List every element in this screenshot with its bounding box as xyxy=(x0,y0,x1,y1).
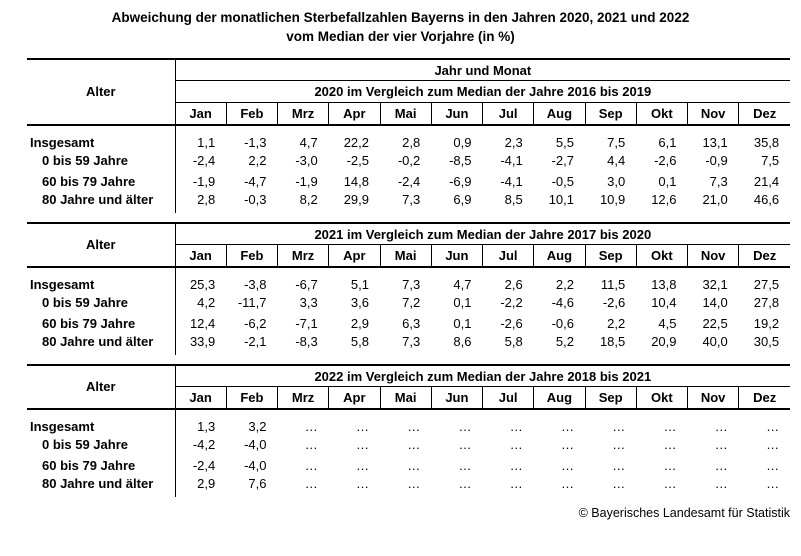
data-cell: -6,7 xyxy=(295,276,318,292)
data-cell: 10,1 xyxy=(548,192,574,208)
data-cell: 20,9 xyxy=(651,334,677,350)
data-cell: … xyxy=(612,418,626,434)
data-cell: 25,3 xyxy=(189,276,216,292)
data-cell: -4,2 xyxy=(192,436,216,452)
data-cell: 22,5 xyxy=(702,315,728,331)
month-header-mai: Mai xyxy=(380,387,431,409)
month-header-feb: Feb xyxy=(226,245,277,267)
data-cell: 7,3 xyxy=(709,173,728,189)
table-body-2021 xyxy=(27,267,790,355)
data-cell: … xyxy=(663,457,677,473)
data-cell: … xyxy=(407,436,421,452)
data-cell: 46,6 xyxy=(753,192,780,208)
data-cell: … xyxy=(458,476,472,492)
data-cell: … xyxy=(509,476,523,492)
data-cell: 6,3 xyxy=(402,315,421,331)
data-cell: 18,5 xyxy=(599,334,626,350)
data-cell: … xyxy=(356,476,369,492)
data-cell: 29,9 xyxy=(343,192,369,208)
data-cell: -4,1 xyxy=(500,173,523,189)
data-cell: 3,0 xyxy=(607,173,626,189)
data-cell: 13,1 xyxy=(702,134,728,150)
data-cell: -0,9 xyxy=(705,152,728,168)
data-cell: -8,3 xyxy=(295,334,318,350)
data-cell: -2,5 xyxy=(346,152,369,168)
data-cell: -1,3 xyxy=(244,134,267,150)
data-cell: 10,9 xyxy=(599,192,626,208)
data-cell: 13,8 xyxy=(651,276,677,292)
month-header-sep: Sep xyxy=(585,103,636,125)
month-header-dez: Dez xyxy=(739,245,790,267)
month-header-jul: Jul xyxy=(483,245,534,267)
data-cell: -0,2 xyxy=(397,152,421,168)
data-cell: … xyxy=(561,476,574,492)
alter-header: Alter xyxy=(27,365,175,409)
title-line-1: Abweichung der monatlichen Sterbefallzahlen Bayerns in den Jahren 2020, 2021 und 2022 xyxy=(111,10,690,25)
month-header-okt: Okt xyxy=(636,245,687,267)
data-cell: … xyxy=(304,418,318,434)
data-cell: … xyxy=(407,418,421,434)
month-header-mrz: Mrz xyxy=(278,387,329,409)
data-cell: … xyxy=(304,436,318,452)
data-cell: … xyxy=(458,436,472,452)
data-cell: 3,2 xyxy=(248,418,267,434)
data-cell: -4,1 xyxy=(500,152,523,168)
data-cell: … xyxy=(509,418,523,434)
month-header-aug: Aug xyxy=(534,387,585,409)
month-header-okt: Okt xyxy=(636,387,687,409)
row-label: 0 bis 59 Jahre xyxy=(27,292,175,313)
data-cell: 30,5 xyxy=(753,334,780,350)
data-cell: 8,6 xyxy=(453,334,472,350)
data-cell: -1,9 xyxy=(295,173,318,189)
data-cell: -6,2 xyxy=(244,315,267,331)
data-cell: 32,1 xyxy=(702,276,728,292)
data-cell: 7,6 xyxy=(248,476,267,492)
data-cell: … xyxy=(766,457,780,473)
data-cell: … xyxy=(714,476,728,492)
data-cell: 5,5 xyxy=(555,134,574,150)
data-cell: 21,4 xyxy=(753,173,780,189)
data-cell: -8,5 xyxy=(449,152,472,168)
month-header-mai: Mai xyxy=(380,103,431,125)
table-header-2021 xyxy=(27,223,790,267)
data-cell: -0,3 xyxy=(244,192,267,208)
month-header-apr: Apr xyxy=(329,245,380,267)
data-cell: … xyxy=(407,476,421,492)
table-row xyxy=(27,434,790,455)
data-cell: 27,5 xyxy=(753,276,780,292)
row-label: 80 Jahre und älter xyxy=(27,334,175,355)
data-cell: … xyxy=(561,418,574,434)
table-row xyxy=(27,125,790,150)
row-label: 60 bis 79 Jahre xyxy=(27,171,175,192)
month-header-jul: Jul xyxy=(483,387,534,409)
data-cell: 7,3 xyxy=(402,192,421,208)
data-cell: 2,2 xyxy=(248,152,267,168)
data-cell: … xyxy=(612,476,626,492)
month-header-sep: Sep xyxy=(585,387,636,409)
table-row xyxy=(27,476,790,497)
deviation-table-2021 xyxy=(27,222,790,355)
month-header-feb: Feb xyxy=(226,387,277,409)
data-cell: … xyxy=(458,457,472,473)
data-cell: 2,2 xyxy=(555,276,574,292)
row-label: Insgesamt xyxy=(27,409,175,434)
deviation-table-2022 xyxy=(27,364,790,497)
data-cell: … xyxy=(356,457,369,473)
data-cell: 10,4 xyxy=(651,294,677,310)
row-label: 80 Jahre und älter xyxy=(27,192,175,213)
data-cell: -2,2 xyxy=(500,294,523,310)
table-row xyxy=(27,171,790,192)
month-header-nov: Nov xyxy=(688,103,739,125)
data-cell: … xyxy=(356,418,369,434)
data-cell: … xyxy=(304,457,318,473)
table-row xyxy=(27,267,790,292)
month-header-mrz: Mrz xyxy=(278,245,329,267)
data-cell: … xyxy=(663,436,677,452)
data-cell: 2,9 xyxy=(350,315,369,331)
data-cell: 2,2 xyxy=(607,315,626,331)
data-cell: … xyxy=(407,457,421,473)
data-cell: 4,7 xyxy=(453,276,472,292)
comparison-header-2020: 2020 im Vergleich zum Median der Jahre 2016 bis 2019 xyxy=(175,81,790,103)
data-cell: 2,8 xyxy=(197,192,216,208)
data-cell: … xyxy=(509,457,523,473)
row-label: 60 bis 79 Jahre xyxy=(27,455,175,476)
month-header-aug: Aug xyxy=(534,103,585,125)
data-cell: -2,4 xyxy=(397,173,421,189)
month-header-jun: Jun xyxy=(431,245,482,267)
month-header-dez: Dez xyxy=(739,387,790,409)
table-header-2022 xyxy=(27,365,790,409)
data-cell: … xyxy=(663,418,677,434)
data-cell: -2,4 xyxy=(192,152,216,168)
data-cell: -2,6 xyxy=(654,152,677,168)
data-cell: 5,1 xyxy=(350,276,369,292)
data-cell: 6,1 xyxy=(658,134,677,150)
data-cell: … xyxy=(612,436,626,452)
month-header-jan: Jan xyxy=(175,245,226,267)
data-cell: … xyxy=(356,436,369,452)
month-header-okt: Okt xyxy=(636,103,687,125)
data-cell: 12,6 xyxy=(651,192,677,208)
data-cell: 14,0 xyxy=(702,294,728,310)
month-header-jun: Jun xyxy=(431,103,482,125)
row-label: Insgesamt xyxy=(27,267,175,292)
data-cell: 40,0 xyxy=(702,334,728,350)
data-cell: … xyxy=(714,436,728,452)
month-header-mrz: Mrz xyxy=(278,103,329,125)
month-header-jul: Jul xyxy=(483,103,534,125)
data-cell: 0,1 xyxy=(658,173,677,189)
data-cell: -2,6 xyxy=(602,294,626,310)
month-header-sep: Sep xyxy=(585,245,636,267)
data-cell: … xyxy=(766,436,780,452)
comparison-header-2021: 2021 im Vergleich zum Median der Jahre 2017 bis 2020 xyxy=(175,223,790,245)
data-cell: … xyxy=(304,476,318,492)
table-row xyxy=(27,455,790,476)
data-cell: 27,8 xyxy=(753,294,780,310)
data-cell: … xyxy=(766,476,780,492)
data-cell: … xyxy=(714,457,728,473)
comparison-row xyxy=(27,223,790,245)
data-cell: 2,8 xyxy=(402,134,421,150)
data-cell: -2,7 xyxy=(551,152,574,168)
data-cell: 4,7 xyxy=(299,134,318,150)
data-cell: 5,8 xyxy=(350,334,369,350)
table-row xyxy=(27,292,790,313)
data-cell: 4,4 xyxy=(607,152,626,168)
data-cell: -2,1 xyxy=(244,334,267,350)
table-body-2020 xyxy=(27,125,790,213)
table-row xyxy=(27,409,790,434)
table-row xyxy=(27,150,790,171)
data-cell: 2,3 xyxy=(504,134,523,150)
data-cell: … xyxy=(766,418,780,434)
data-cell: 22,2 xyxy=(343,134,369,150)
month-header-apr: Apr xyxy=(329,103,380,125)
comparison-header-2022: 2022 im Vergleich zum Median der Jahre 2018 bis 2021 xyxy=(175,365,790,387)
month-header-apr: Apr xyxy=(329,387,380,409)
table-row xyxy=(27,192,790,213)
month-header-feb: Feb xyxy=(226,103,277,125)
data-cell: -1,9 xyxy=(192,173,216,189)
data-cell: 1,3 xyxy=(197,418,216,434)
data-cell: -4,0 xyxy=(244,436,267,452)
data-cell: … xyxy=(509,436,523,452)
data-cell: 2,9 xyxy=(197,476,216,492)
data-cell: … xyxy=(612,457,626,473)
data-cell: 1,1 xyxy=(197,134,216,150)
data-cell: -0,5 xyxy=(551,173,574,189)
row-label: 80 Jahre und älter xyxy=(27,476,175,497)
data-cell: 7,5 xyxy=(761,152,780,168)
table-header-2020 xyxy=(27,59,790,125)
row-label: 0 bis 59 Jahre xyxy=(27,434,175,455)
data-cell: -6,9 xyxy=(449,173,472,189)
data-cell: 21,0 xyxy=(702,192,728,208)
row-label: 0 bis 59 Jahre xyxy=(27,150,175,171)
data-cell: 3,6 xyxy=(350,294,369,310)
data-cell: 7,3 xyxy=(402,334,421,350)
data-cell: 4,5 xyxy=(658,315,677,331)
data-cell: … xyxy=(561,457,574,473)
month-header-nov: Nov xyxy=(688,245,739,267)
data-cell: 8,2 xyxy=(299,192,318,208)
data-cell: -2,6 xyxy=(500,315,523,331)
month-header-aug: Aug xyxy=(534,245,585,267)
data-cell: 3,3 xyxy=(299,294,318,310)
data-cell: -11,7 xyxy=(237,294,267,310)
table-row xyxy=(27,334,790,355)
data-cell: -7,1 xyxy=(295,315,318,331)
data-cell: 0,1 xyxy=(453,315,472,331)
row-label: 60 bis 79 Jahre xyxy=(27,313,175,334)
data-cell: 0,9 xyxy=(453,134,472,150)
data-cell: 33,9 xyxy=(189,334,216,350)
data-cell: … xyxy=(458,418,472,434)
month-header-nov: Nov xyxy=(688,387,739,409)
jahr-monat-row xyxy=(27,59,790,81)
data-cell: 14,8 xyxy=(343,173,369,189)
data-cell: 7,2 xyxy=(402,294,421,310)
data-cell: 7,3 xyxy=(402,276,421,292)
data-cell: -0,6 xyxy=(551,315,574,331)
deviation-table-2020 xyxy=(27,58,790,213)
data-cell: -4,0 xyxy=(244,457,267,473)
alter-header: Alter xyxy=(27,223,175,267)
month-header-jun: Jun xyxy=(431,387,482,409)
alter-header: Alter xyxy=(27,59,175,125)
data-cell: … xyxy=(663,476,677,492)
copyright-notice: © Bayerisches Landesamt für Statistik xyxy=(578,505,790,520)
data-cell: -2,4 xyxy=(192,457,216,473)
data-cell: -4,6 xyxy=(551,294,574,310)
data-cell: 6,9 xyxy=(453,192,472,208)
data-cell: 11,5 xyxy=(600,276,626,292)
data-cell: -3,8 xyxy=(244,276,267,292)
data-cell: 12,4 xyxy=(189,315,216,331)
data-cell: 2,6 xyxy=(504,276,523,292)
data-cell: 7,5 xyxy=(607,134,626,150)
data-cell: … xyxy=(714,418,728,434)
table-body-2022 xyxy=(27,409,790,497)
month-header-dez: Dez xyxy=(739,103,790,125)
data-cell: -3,0 xyxy=(295,152,318,168)
data-cell: 5,8 xyxy=(504,334,523,350)
jahr-und-monat-header: Jahr und Monat xyxy=(175,59,790,81)
data-cell: 5,2 xyxy=(555,334,574,350)
data-cell: 0,1 xyxy=(453,294,472,310)
data-cell: 4,2 xyxy=(197,294,216,310)
month-header-jan: Jan xyxy=(175,387,226,409)
data-cell: 19,2 xyxy=(753,315,780,331)
data-cell: … xyxy=(561,436,574,452)
data-cell: 8,5 xyxy=(504,192,523,208)
data-cell: 35,8 xyxy=(753,134,780,150)
month-header-jan: Jan xyxy=(175,103,226,125)
data-cell: -4,7 xyxy=(244,173,267,189)
page-title xyxy=(27,9,774,47)
comparison-row xyxy=(27,365,790,387)
title-line-2: vom Median der vier Vorjahre (in %) xyxy=(286,28,515,44)
row-label: Insgesamt xyxy=(27,125,175,150)
table-row xyxy=(27,313,790,334)
month-header-mai: Mai xyxy=(380,245,431,267)
